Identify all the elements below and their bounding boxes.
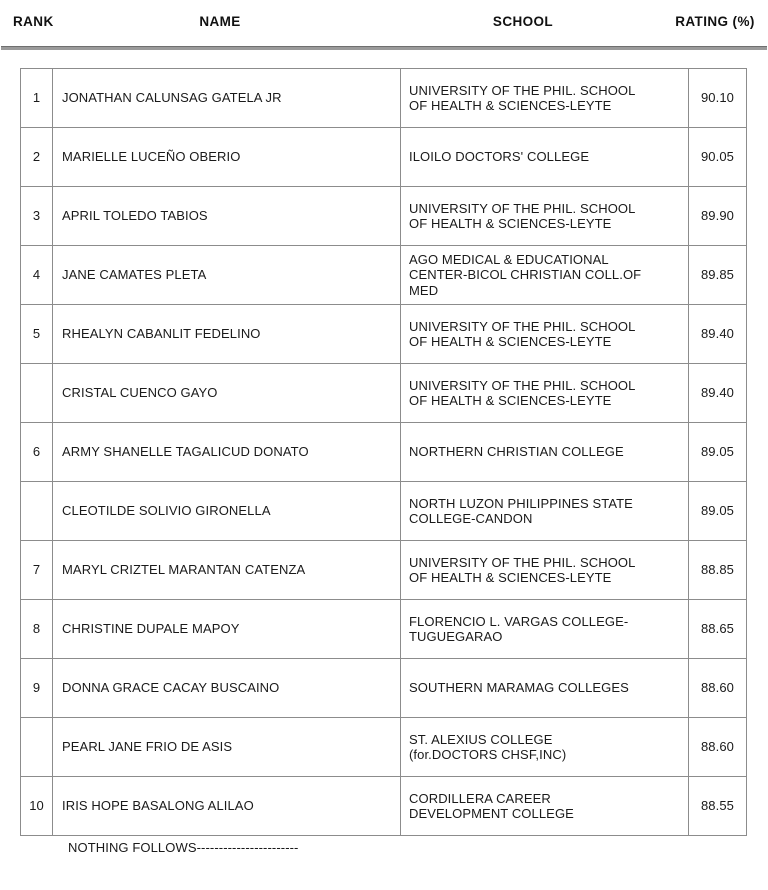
- cell-rating: 89.40: [689, 364, 747, 423]
- school-line: OF HEALTH & SCIENCES-LEYTE: [409, 393, 612, 408]
- cell-rank: [21, 364, 53, 423]
- table-row: [21, 423, 747, 482]
- cell-rating: 90.05: [689, 128, 747, 187]
- cell-rating: 89.90: [689, 187, 747, 246]
- school-line: DEVELOPMENT COLLEGE: [409, 806, 574, 821]
- school-line: NORTHERN CHRISTIAN COLLEGE: [409, 444, 624, 460]
- cell-rank: [21, 482, 53, 541]
- cell-rank: 10: [21, 777, 53, 836]
- table-row: [21, 128, 747, 187]
- column-header-rating: RATING (%): [675, 14, 755, 29]
- school-line: NORTH LUZON PHILIPPINES STATE: [409, 495, 633, 511]
- cell-school: [401, 423, 689, 482]
- cell-rating: 90.10: [689, 69, 747, 128]
- nothing-follows-note: NOTHING FOLLOWS-----------------------: [68, 840, 299, 855]
- school-line: CORDILLERA CAREER: [409, 790, 551, 806]
- table-row: [21, 187, 747, 246]
- cell-name: ARMY SHANELLE TAGALICUD DONATO: [53, 423, 401, 482]
- cell-rank: 3: [21, 187, 53, 246]
- school-line: UNIVERSITY OF THE PHIL. SCHOOL: [409, 200, 636, 216]
- results-table-body: [21, 69, 747, 836]
- table-row: [21, 541, 747, 600]
- school-line: OF HEALTH & SCIENCES-LEYTE: [409, 216, 612, 231]
- cell-rating: 88.85: [689, 541, 747, 600]
- school-line: ILOILO DOCTORS' COLLEGE: [409, 149, 590, 165]
- cell-rating: 89.40: [689, 305, 747, 364]
- cell-school: [401, 69, 689, 128]
- cell-school: [401, 128, 689, 187]
- cell-rating: 88.60: [689, 659, 747, 718]
- cell-name: JANE CAMATES PLETA: [53, 246, 401, 305]
- cell-rank: 6: [21, 423, 53, 482]
- table-row: [21, 777, 747, 836]
- school-line: UNIVERSITY OF THE PHIL. SCHOOL: [409, 82, 636, 98]
- cell-rating: 88.65: [689, 600, 747, 659]
- cell-school: [401, 777, 689, 836]
- cell-school: [401, 718, 689, 777]
- cell-name: CHRISTINE DUPALE MAPOY: [53, 600, 401, 659]
- school-line: COLLEGE-CANDON: [409, 511, 533, 526]
- table-row: [21, 482, 747, 541]
- table-row: [21, 600, 747, 659]
- table-row: [21, 659, 747, 718]
- column-header-name: NAME: [199, 14, 241, 29]
- table-row: [21, 69, 747, 128]
- column-header-rank: RANK: [13, 14, 54, 29]
- school-line: AGO MEDICAL & EDUCATIONAL: [409, 251, 609, 267]
- cell-school: [401, 364, 689, 423]
- cell-name: IRIS HOPE BASALONG ALILAO: [53, 777, 401, 836]
- school-line: UNIVERSITY OF THE PHIL. SCHOOL: [409, 554, 636, 570]
- cell-rank: 7: [21, 541, 53, 600]
- cell-rank: 5: [21, 305, 53, 364]
- cell-rank: 9: [21, 659, 53, 718]
- school-line: TUGUEGARAO: [409, 629, 503, 644]
- cell-school: [401, 246, 689, 305]
- cell-rank: 8: [21, 600, 53, 659]
- school-line: UNIVERSITY OF THE PHIL. SCHOOL: [409, 318, 636, 334]
- table-row: [21, 718, 747, 777]
- cell-name: MARIELLE LUCEÑO OBERIO: [53, 128, 401, 187]
- column-header-school: SCHOOL: [492, 14, 554, 29]
- cell-school: [401, 659, 689, 718]
- cell-name: RHEALYN CABANLIT FEDELINO: [53, 305, 401, 364]
- school-line: CENTER-BICOL CHRISTIAN COLL.OF: [409, 267, 642, 283]
- cell-school: [401, 482, 689, 541]
- cell-rating: 89.05: [689, 423, 747, 482]
- column-headers: [0, 14, 768, 38]
- school-line: OF HEALTH & SCIENCES-LEYTE: [409, 98, 612, 113]
- school-line: MED: [409, 282, 439, 298]
- school-line: OF HEALTH & SCIENCES-LEYTE: [409, 334, 612, 349]
- school-line: ST. ALEXIUS COLLEGE: [409, 731, 553, 747]
- header-divider: [1, 46, 767, 50]
- table-row: [21, 246, 747, 305]
- cell-rating: 88.55: [689, 777, 747, 836]
- cell-name: APRIL TOLEDO TABIOS: [53, 187, 401, 246]
- results-table: [20, 68, 747, 836]
- table-row: [21, 305, 747, 364]
- school-line: (for.DOCTORS CHSF,INC): [409, 747, 567, 762]
- cell-name: CLEOTILDE SOLIVIO GIRONELLA: [53, 482, 401, 541]
- cell-name: JONATHAN CALUNSAG GATELA JR: [53, 69, 401, 128]
- cell-rating: 89.05: [689, 482, 747, 541]
- cell-rank: 1: [21, 69, 53, 128]
- school-line: UNIVERSITY OF THE PHIL. SCHOOL: [409, 377, 636, 393]
- cell-name: DONNA GRACE CACAY BUSCAINO: [53, 659, 401, 718]
- cell-rank: 4: [21, 246, 53, 305]
- cell-school: [401, 600, 689, 659]
- cell-rank: [21, 718, 53, 777]
- school-line: OF HEALTH & SCIENCES-LEYTE: [409, 570, 612, 585]
- cell-rating: 88.60: [689, 718, 747, 777]
- cell-school: [401, 305, 689, 364]
- table-row: [21, 364, 747, 423]
- cell-school: [401, 187, 689, 246]
- cell-school: [401, 541, 689, 600]
- cell-name: CRISTAL CUENCO GAYO: [53, 364, 401, 423]
- cell-rating: 89.85: [689, 246, 747, 305]
- school-line: SOUTHERN MARAMAG COLLEGES: [409, 680, 629, 696]
- cell-name: PEARL JANE FRIO DE ASIS: [53, 718, 401, 777]
- school-line: FLORENCIO L. VARGAS COLLEGE-: [409, 613, 629, 629]
- cell-name: MARYL CRIZTEL MARANTAN CATENZA: [53, 541, 401, 600]
- cell-rank: 2: [21, 128, 53, 187]
